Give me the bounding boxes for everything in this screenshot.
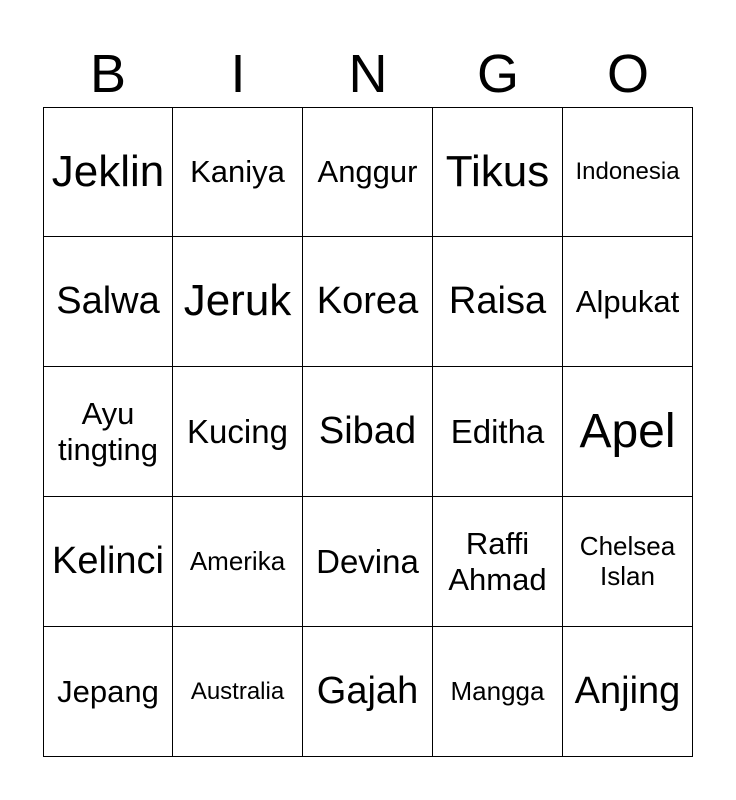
bingo-cell[interactable]: Indonesia xyxy=(563,107,693,237)
bingo-cell[interactable]: Chelsea Islan xyxy=(563,497,693,627)
bingo-cell[interactable]: Jepang xyxy=(43,627,173,757)
bingo-cell[interactable]: Australia xyxy=(173,627,303,757)
bingo-cell[interactable]: Jeruk xyxy=(173,237,303,367)
bingo-cell[interactable]: Mangga xyxy=(433,627,563,757)
bingo-cell[interactable]: Anjing xyxy=(563,627,693,757)
bingo-cell[interactable]: Amerika xyxy=(173,497,303,627)
bingo-cell[interactable]: Anggur xyxy=(303,107,433,237)
bingo-board xyxy=(43,107,693,757)
bingo-cell[interactable]: Salwa xyxy=(43,237,173,367)
header-letter-i: I xyxy=(230,44,246,104)
bingo-cell[interactable]: Ayu tingting xyxy=(43,367,173,497)
bingo-cell[interactable]: Kelinci xyxy=(43,497,173,627)
bingo-cell[interactable]: Editha xyxy=(433,367,563,497)
bingo-cell[interactable]: Raffi Ahmad xyxy=(433,497,563,627)
bingo-cell[interactable]: Raisa xyxy=(433,237,563,367)
header-letter-b: B xyxy=(89,44,127,104)
bingo-cell[interactable]: Korea xyxy=(303,237,433,367)
header-letter-o: O xyxy=(606,44,649,104)
header-letter-n: N xyxy=(348,44,388,104)
bingo-cell[interactable]: Kaniya xyxy=(173,107,303,237)
bingo-cell[interactable]: Devina xyxy=(303,497,433,627)
bingo-cell[interactable]: Alpukat xyxy=(563,237,693,367)
bingo-cell[interactable]: Tikus xyxy=(433,107,563,237)
header-letter-g: G xyxy=(476,44,519,104)
bingo-cell[interactable]: Jeklin xyxy=(43,107,173,237)
bingo-cell[interactable]: Kucing xyxy=(173,367,303,497)
bingo-cell[interactable]: Sibad xyxy=(303,367,433,497)
bingo-cell[interactable]: Apel xyxy=(563,367,693,497)
bingo-header xyxy=(43,40,693,108)
bingo-cell[interactable]: Gajah xyxy=(303,627,433,757)
